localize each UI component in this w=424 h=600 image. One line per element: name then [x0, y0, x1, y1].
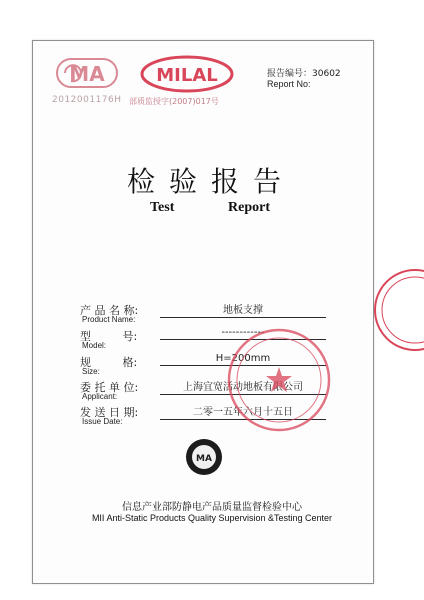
field-label-en: Product Name: [82, 315, 136, 324]
field-value: ------------ [160, 327, 326, 340]
cma-code: 2012001176H [52, 95, 122, 105]
field-value: 上海宜宽活动地板有限公司 [160, 378, 326, 395]
center-seal-icon [185, 438, 223, 476]
inspection-stamp [224, 325, 334, 435]
side-stamp [370, 262, 424, 362]
report-no-label: 报告编号： [267, 69, 313, 79]
milal-logo [139, 55, 235, 93]
field-label-en: Applicant: [82, 392, 118, 401]
field-label-cn: 规 格: [80, 356, 138, 369]
testing-center-name-en: MII Anti-Static Products Quality Supervision &Testing Center [91, 513, 333, 523]
approval-number: 部质监授字(2007)017号 [129, 97, 219, 106]
field-value: 地板支撑 [160, 301, 326, 318]
field-label-cn: 型 号: [80, 330, 138, 343]
field-label-en: Size: [82, 367, 100, 376]
field-value: H=200mm [160, 353, 326, 366]
field-label-cn: 产 品 名 称: [80, 304, 139, 317]
title-cn: 检验报告 [127, 165, 296, 198]
svg-text:MA: MA [196, 454, 212, 464]
field-label-cn: 委 托 单 位: [80, 381, 139, 394]
testing-center-name-cn: 信息产业部防静电产品质量监督检验中心 [122, 502, 302, 513]
report-no-en-label: Report No: [267, 79, 311, 89]
cma-logo [55, 55, 119, 91]
title-en-test: Test [150, 200, 175, 215]
title-en-report: Report [228, 200, 270, 215]
report-no-value: 30602 [312, 69, 341, 79]
field-label-en: Model: [82, 341, 107, 350]
svg-text:MILAL: MILAL [156, 65, 218, 86]
svg-text:MA: MA [69, 62, 105, 86]
report-no-cn [267, 66, 341, 79]
field-value: 二零一五年六月十五日 [160, 403, 326, 420]
field-label-cn: 发 送 日 期: [80, 406, 139, 419]
field-label-en: Issue Date: [82, 417, 123, 426]
